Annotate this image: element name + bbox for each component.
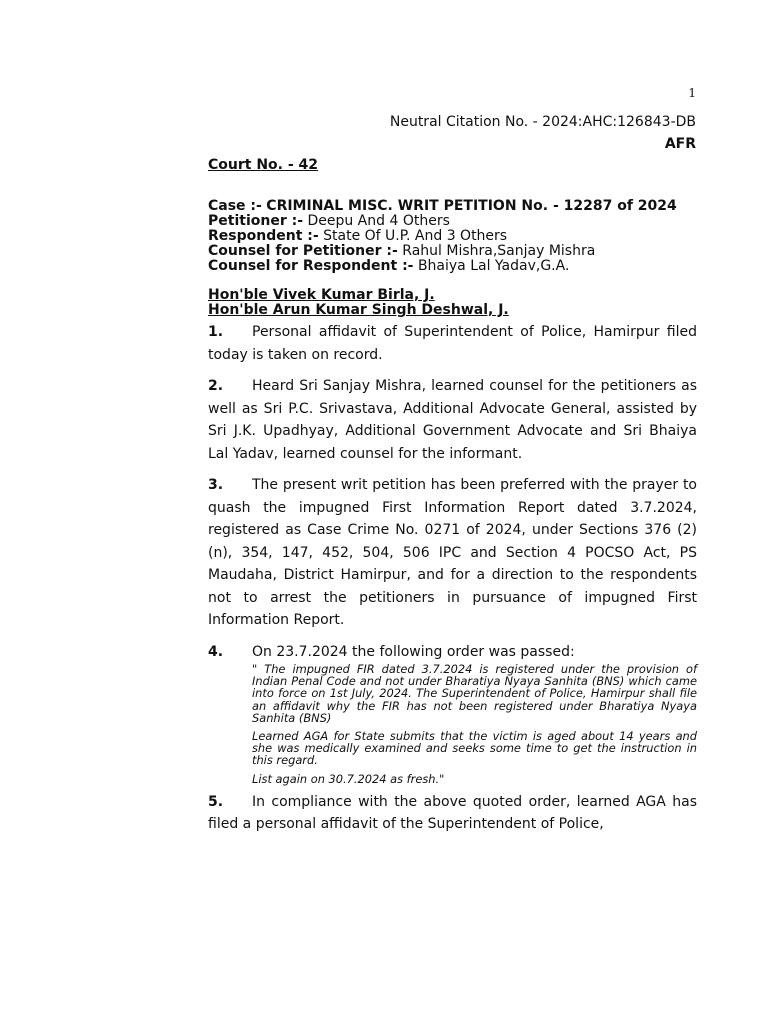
case-line xyxy=(208,199,697,214)
case-details xyxy=(208,199,697,274)
paragraph-2 xyxy=(208,375,697,465)
paragraph-1 xyxy=(208,321,697,366)
case-value: CRIMINAL MISC. WRIT PETITION No. - 12287 of 2024 xyxy=(266,198,677,214)
counsel-petitioner-line xyxy=(208,244,697,259)
paragraph-5 xyxy=(208,791,697,836)
paragraph-number: 1. xyxy=(208,324,224,340)
judgment-body xyxy=(208,157,697,836)
counsel-petitioner-value: Rahul Mishra,Sanjay Mishra xyxy=(402,243,596,259)
quote-paragraph: List again on 30.7.2024 as fresh." xyxy=(252,771,445,786)
paragraph-number: 3. xyxy=(208,477,224,493)
page-number: 1 xyxy=(688,86,696,100)
counsel-respondent-value: Bhaiya Lal Yadav,G.A. xyxy=(417,258,570,274)
respondent-label: Respondent :- xyxy=(208,228,319,244)
paragraph-text: On 23.7.2024 the following order was passed: xyxy=(252,643,575,660)
paragraph-number: 4. xyxy=(208,643,224,660)
paragraph-text: The present writ petition has been preferred with the prayer to quash the impugned First Information Report dated 3.7.2024, registered as Case Crime No. 0271 of 2024, under Sections 376 (2)(n), 354, 147, 452, 504, 506 IPC and Section 4 POCSO Act, PS Maudaha, District Hamirpur, and for a direction to the respondents not to arrest the petitioners in pursuance of impugned First Information Report. xyxy=(208,477,697,628)
paragraph-text: Heard Sri Sanjay Mishra, learned counsel for the petitioners as well as Sri P.C. Srivastava, Additional Advocate General, assisted by Sri J.K. Upadhyay, Additional Government Advocate and Sri Bhaiya Lal Yadav, learned counsel for the informant. xyxy=(208,378,697,462)
paragraph-number: 2. xyxy=(208,378,224,394)
petitioner-label: Petitioner :- xyxy=(208,213,304,229)
quoted-order xyxy=(252,663,697,785)
case-label: Case :- xyxy=(208,198,262,214)
judge-name: Hon'ble Vivek Kumar Birla, J. xyxy=(208,287,435,303)
paragraph-3 xyxy=(208,474,697,632)
bench xyxy=(208,288,697,318)
counsel-respondent-label: Counsel for Respondent :- xyxy=(208,258,414,274)
judge-name: Hon'ble Arun Kumar Singh Deshwal, J. xyxy=(208,302,509,318)
petitioner-value: Deepu And 4 Others xyxy=(307,213,450,229)
court-number: Court No. - 42 xyxy=(208,157,319,173)
petitioner-line xyxy=(208,214,697,229)
paragraph-text: In compliance with the above quoted order, learned AGA has filed a personal affidavit of the Superintendent of Police, xyxy=(208,793,697,833)
respondent-value: State Of U.P. And 3 Others xyxy=(323,228,508,244)
quote-paragraph: Learned AGA for State submits that the victim is aged about 14 years and she was medically examined and seeks some time to get the instruction in this regard. xyxy=(252,729,697,768)
paragraph-text: Personal affidavit of Superintendent of Police, Hamirpur filed today is taken on record. xyxy=(208,324,697,363)
counsel-respondent-line xyxy=(208,259,697,274)
afr-label: AFR xyxy=(664,136,696,152)
paragraph-4 xyxy=(208,641,697,664)
counsel-petitioner-label: Counsel for Petitioner :- xyxy=(208,243,398,259)
quote-paragraph: " The impugned FIR dated 3.7.2024 is registered under the provision of Indian Penal Code and not under Bharatiya Nyaya Sanhita (BNS) which came into force on 1st July, 2024. The Superintendent of Police, Hamirpur shall file an affidavit why the FIR has not been registered under Bharatiya Nyaya Sanhita (BNS) xyxy=(252,662,697,725)
neutral-citation: Neutral Citation No. - 2024:AHC:126843-DB xyxy=(389,114,696,130)
respondent-line xyxy=(208,229,697,244)
paragraph-number: 5. xyxy=(208,793,224,810)
